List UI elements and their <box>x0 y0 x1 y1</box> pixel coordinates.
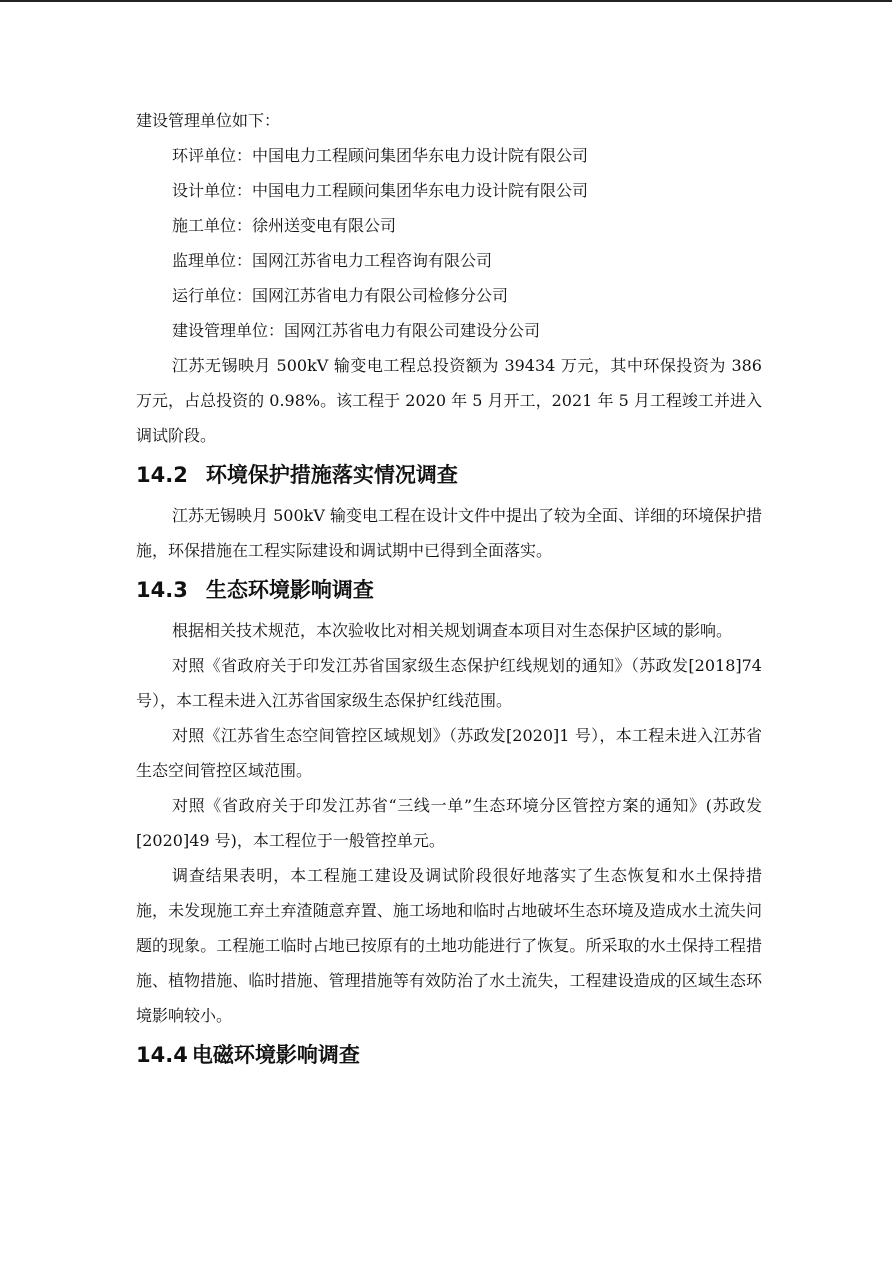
section-number: 14.3 <box>136 578 188 602</box>
paragraph: 对照《江苏省生态空间管控区域规划》（苏政发[2020]1 号），本工程未进入江苏省生态空间管控区域范围。 <box>136 726 762 780</box>
section-heading-14-4 <box>136 1036 762 1074</box>
intro-text: 建设管理单位如下： <box>136 111 281 130</box>
section-heading-14-3 <box>136 571 762 609</box>
unit-line-design: 设计单位：中国电力工程顾问集团华东电力设计院有限公司 <box>172 181 589 200</box>
paragraph: 根据相关技术规范，本次验收比对相关规划调查本项目对生态保护区域的影响。 <box>172 621 733 640</box>
unit-line-operation: 运行单位：国网江苏省电力有限公司检修分公司 <box>172 286 509 305</box>
section-title: 电磁环境影响调查 <box>191 1043 360 1067</box>
paragraph: 对照《省政府关于印发江苏省国家级生态保护红线规划的通知》（苏政发[2018]74 号），本工程未进入江苏省国家级生态保护红线范围。 <box>136 656 762 710</box>
paragraph: 江苏无锡映月 500kV 输变电工程在设计文件中提出了较为全面、详细的环境保护措施，环保措施在工程实际建设和调试期中已得到全面落实。 <box>136 506 762 560</box>
paragraph: 对照《省政府关于印发江苏省“三线一单”生态环境分区管控方案的通知》(苏政发[2020]49 号)，本工程位于一般管控单元。 <box>136 796 762 850</box>
section-title: 环境保护措施落实情况调查 <box>205 463 458 487</box>
investment-paragraph: 江苏无锡映月 500kV 输变电工程总投资额为 39434 万元，其中环保投资为 386 万元，占总投资的 0.98%。该工程于 2020 年 5 月开工，2021 年 5 月工程竣工并进入调试阶段。 <box>136 356 762 445</box>
unit-list <box>136 138 762 348</box>
section-heading-14-2 <box>136 456 762 494</box>
section-number: 14.4 <box>136 1043 188 1067</box>
unit-line-supervision: 监理单位：国网江苏省电力工程咨询有限公司 <box>172 251 493 270</box>
unit-line-construction: 施工单位：徐州送变电有限公司 <box>172 216 397 235</box>
section-number: 14.2 <box>136 463 188 487</box>
document-body <box>136 103 762 1078</box>
unit-line-eia: 环评单位：中国电力工程顾问集团华东电力设计院有限公司 <box>172 146 589 165</box>
section-title: 生态环境影响调查 <box>205 578 374 602</box>
paragraph: 调查结果表明，本工程施工建设及调试阶段很好地落实了生态恢复和水土保持措施，未发现施工弃土弃渣随意弃置、施工场地和临时占地破坏生态环境及造成水土流失问题的现象。工程施工临时占地已按原有的土地功能进行了恢复。所采取的水土保持工程措施、植物措施、临时措施、管理措施等有效防治了水土流失，工程建设造成的区域生态环境影响较小。 <box>136 866 762 1025</box>
unit-line-management: 建设管理单位：国网江苏省电力有限公司建设分公司 <box>172 321 541 340</box>
